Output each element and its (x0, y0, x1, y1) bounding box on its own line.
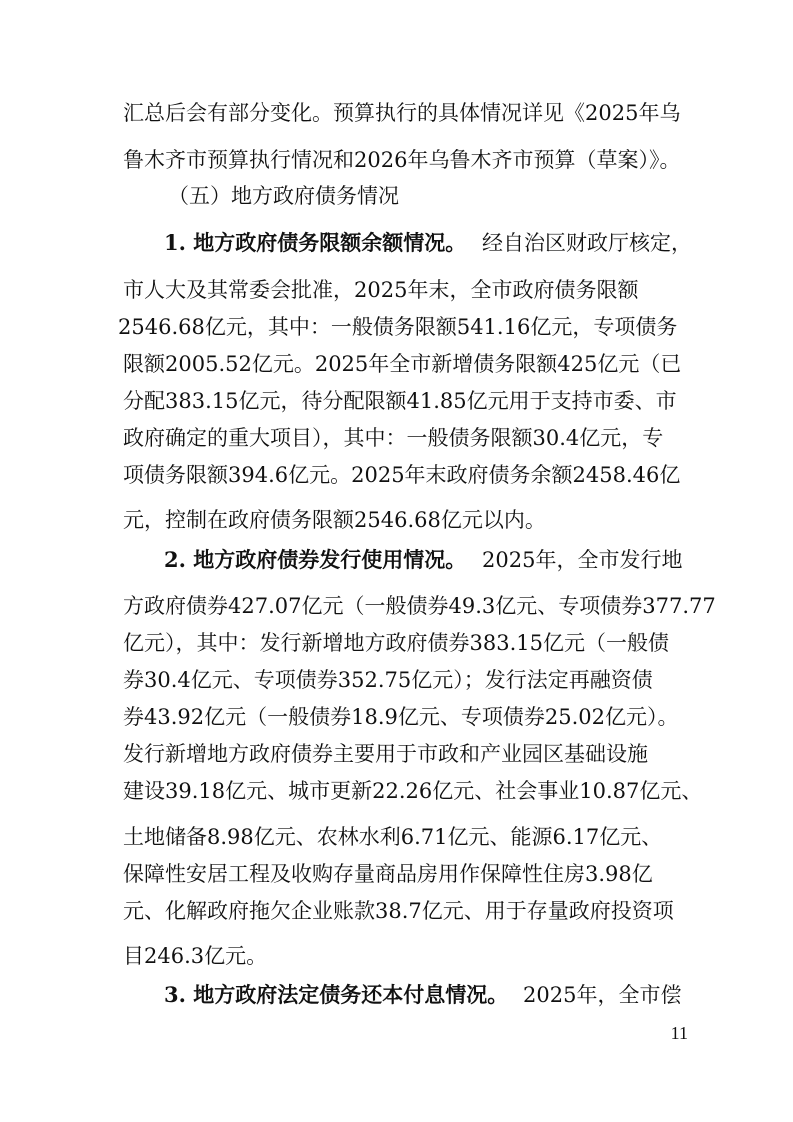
text-line-content: 分配383.15亿元，待分配限额41.85亿元用于支持市委、市 (123, 389, 677, 413)
text-line (0, 145, 793, 175)
text-line (0, 628, 793, 658)
text-line-content: 亿元），其中：发行新增地方政府债券383.15亿元（一般债 (123, 631, 669, 655)
text-line (0, 776, 793, 806)
text-line-content: 保障性安居工程及收购存量商品房用作保障性住房3.98亿 (123, 862, 653, 886)
text-line-content: 元，控制在政府债务限额2546.68亿元以内。 (123, 508, 546, 532)
text-line-content: 建设39.18亿元、城市更新22.26亿元、社会事业10.87亿元、 (123, 779, 703, 803)
text-line (0, 460, 793, 490)
text-line-content: 目246.3亿元。 (123, 944, 268, 968)
paragraph-3-first-line (0, 980, 793, 1010)
text-line-content: 项债务限额394.6亿元。2025年末政府债务余额2458.46亿 (123, 463, 681, 487)
paragraph-1-first-line (0, 228, 793, 258)
text-line-content: 政府确定的重大项目），其中：一般债务限额30.4亿元，专 (123, 426, 664, 450)
text-line (0, 702, 793, 732)
text-line-content: 券43.92亿元（一般债券18.9亿元、专项债券25.02亿元）。 (123, 705, 679, 729)
text-line (0, 505, 793, 535)
text-line-content: 元、化解政府拖欠企业账款38.7亿元、用于存量政府投资项 (123, 899, 674, 923)
text-line-content: 经自治区财政厅核定， (482, 231, 692, 255)
text-line (0, 275, 793, 305)
text-line-content: 方政府债券427.07亿元（一般债券49.3亿元、专项债券377.77 (123, 594, 716, 618)
paragraph-2-first-line (0, 545, 793, 575)
text-line-content: 券30.4亿元、专项债券352.75亿元）；发行法定再融资债 (123, 668, 653, 692)
section-heading (0, 181, 793, 211)
subheading-debt-limit: 1. 地方政府债务限额余额情况。 (164, 230, 467, 255)
text-line-content: 市人大及其常委会批准，2025年末，全市政府债务限额 (123, 278, 639, 302)
text-line (0, 591, 793, 621)
page-number: 11 (670, 1023, 688, 1043)
subheading-debt-repayment: 3. 地方政府法定债务还本付息情况。 (164, 982, 509, 1007)
subheading-bond-issuance: 2. 地方政府债券发行使用情况。 (164, 547, 467, 572)
text-line-content: 限额2005.52亿元。2025年全市新增债务限额425亿元（已 (123, 352, 682, 376)
text-line-content: 汇总后会有部分变化。预算执行的具体情况详见《2025年乌 (123, 101, 681, 125)
text-line (0, 312, 793, 342)
text-line-content: 发行新增地方政府债券主要用于市政和产业园区基础设施 (123, 742, 648, 766)
text-line (0, 739, 793, 769)
text-line (0, 896, 793, 926)
text-line (0, 859, 793, 889)
text-line-content: 鲁木齐市预算执行情况和2026年乌鲁木齐市预算（草案）》。 (123, 148, 681, 172)
text-line-content: 土地储备8.98亿元、农林水利6.71亿元、能源6.17亿元、 (123, 825, 663, 849)
text-line (0, 941, 793, 971)
text-line-content: 2546.68亿元，其中：一般债务限额541.16亿元，专项债务 (118, 315, 678, 339)
text-line (0, 665, 793, 695)
text-line (0, 349, 793, 379)
text-line (0, 822, 793, 852)
section-heading-text: （五）地方政府债务情况 (168, 184, 399, 208)
text-line (0, 98, 793, 128)
text-line-content: 2025年，全市发行地 (482, 548, 683, 572)
text-line (0, 386, 793, 416)
text-line (0, 423, 793, 453)
text-line-content: 2025年，全市偿 (523, 983, 682, 1007)
